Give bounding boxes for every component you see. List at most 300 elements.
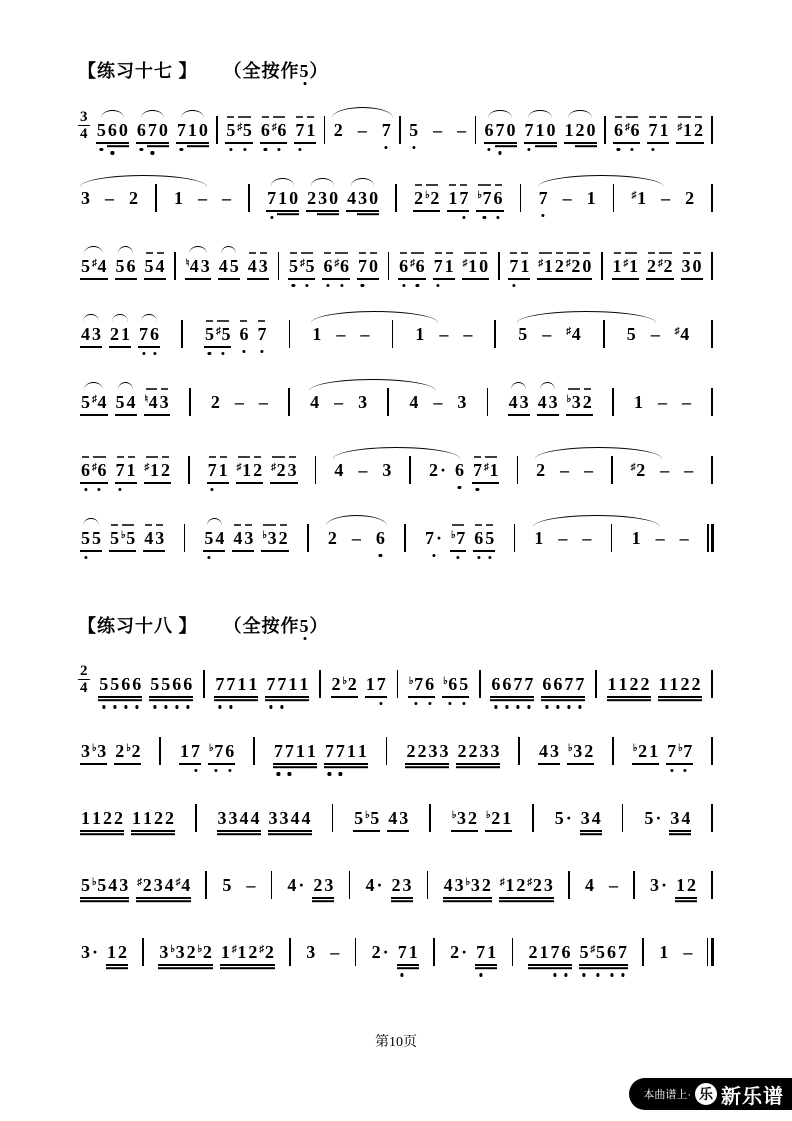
note [98, 675, 109, 695]
note-digit: 7 [564, 674, 574, 695]
note-digit: 2 [253, 460, 263, 481]
note-digit: 1 [520, 256, 530, 277]
note [155, 257, 166, 277]
note-digit: 2 [202, 942, 212, 963]
note-digit: 4 [681, 808, 691, 829]
note-digit: 5 [226, 120, 236, 141]
measure [307, 393, 370, 413]
note-digit: 1 [278, 188, 288, 209]
note [276, 675, 287, 695]
note-digit: – [198, 188, 208, 209]
barline [387, 388, 389, 416]
note [537, 393, 548, 413]
note-digit: 5 [110, 528, 119, 549]
beat-group [676, 121, 704, 141]
note-digit: 2 [331, 674, 341, 695]
note [686, 876, 697, 896]
octave-dot [578, 705, 581, 708]
note-digit: 7 [456, 528, 466, 549]
beat-group [268, 809, 312, 829]
beat-group [217, 809, 261, 829]
beat-group [173, 189, 232, 209]
note [650, 325, 661, 345]
note [305, 121, 316, 141]
note-digit: 3 [454, 875, 464, 896]
note-digit: 3 [306, 942, 316, 963]
note-digit: – [360, 324, 370, 345]
note-digit: – [336, 324, 346, 345]
exercise-18-notation [78, 644, 714, 979]
measure [363, 876, 415, 896]
sharp-icon: ♯ [462, 258, 468, 270]
note [221, 876, 232, 896]
beat-group [256, 325, 267, 345]
note [424, 189, 440, 209]
note-digit: 7 [667, 741, 677, 762]
note-digit: 6 [260, 120, 270, 141]
note [333, 461, 344, 481]
octave-dot [617, 148, 620, 151]
barline [498, 252, 500, 280]
augmentation-dot: · [298, 875, 305, 896]
note-digit: 1 [539, 942, 549, 963]
note-digit: 1 [586, 188, 596, 209]
beat-group [109, 529, 136, 549]
note-digit: 7 [214, 741, 224, 762]
augmentation-dot: · [661, 875, 668, 896]
barline [711, 320, 713, 348]
note [144, 461, 161, 481]
note-digit: 4 [680, 324, 690, 345]
note-digit: 3 [548, 392, 558, 413]
note [632, 742, 648, 762]
time-signature-numerator: 3 [80, 108, 88, 125]
note [643, 809, 662, 829]
note-digit: 1 [535, 120, 545, 141]
note-digit: 5 [288, 256, 298, 277]
beat-group [633, 393, 692, 413]
octave-dot [428, 702, 431, 705]
measure [629, 529, 692, 549]
beat-group [408, 675, 435, 695]
note [526, 876, 543, 896]
barline [611, 524, 613, 552]
note-digit: 3 [228, 808, 238, 829]
note [331, 675, 342, 695]
beat-group [528, 943, 572, 963]
beat-group [454, 461, 465, 481]
measure [533, 461, 596, 481]
note [680, 809, 691, 829]
flat-icon: ♭ [632, 743, 638, 755]
note [120, 675, 131, 695]
note [442, 675, 458, 695]
flat-icon: ♭ [465, 877, 471, 889]
flat-icon: ♭ [126, 743, 131, 755]
barline-thick [711, 524, 714, 552]
octave-dot [288, 772, 291, 775]
note-digit: 5 [144, 256, 154, 277]
note-digit: 6 [607, 942, 617, 963]
note-digit: 7 [472, 460, 482, 481]
exercise-18-header [78, 612, 714, 638]
note [357, 189, 368, 209]
note [486, 943, 497, 963]
barline [520, 184, 522, 212]
note-digit: 1 [121, 324, 130, 345]
barline [475, 116, 477, 144]
note [357, 742, 368, 762]
note [250, 809, 261, 829]
tuning-note-low-5: 5 [299, 616, 310, 636]
note-digit: 1 [676, 875, 686, 896]
note-digit: 1 [629, 256, 639, 277]
note [683, 461, 694, 481]
octave-dot [229, 705, 232, 708]
note [176, 121, 187, 141]
beat-group [612, 257, 640, 277]
note [680, 675, 691, 695]
beat-group [476, 189, 503, 209]
beat-group [232, 529, 254, 549]
note-digit: 0 [158, 120, 168, 141]
measure [78, 742, 143, 762]
barline [633, 871, 635, 899]
note [456, 393, 467, 413]
beat-group [449, 943, 468, 963]
note [608, 876, 619, 896]
note [186, 943, 197, 963]
flat-icon: ♭ [451, 810, 457, 822]
note [623, 257, 640, 277]
note [357, 393, 368, 413]
flat-icon: ♭ [566, 394, 572, 406]
octave-dot [631, 148, 634, 151]
note-digit: 2 [528, 942, 538, 963]
note [301, 809, 312, 829]
note [548, 393, 559, 413]
note-digit: 2 [647, 256, 657, 277]
note-digit: 2 [491, 808, 501, 829]
note-digit: 2 [313, 875, 323, 896]
beat-group [658, 675, 702, 695]
note-digit: 4 [218, 256, 228, 277]
flat-icon: ♭ [92, 743, 97, 755]
octave-dot [527, 148, 530, 151]
barline [349, 871, 351, 899]
octave-dot [113, 705, 116, 708]
note-digit: 1 [502, 808, 512, 829]
note-digit: 2 [450, 942, 460, 963]
note-digit: 0 [369, 188, 379, 209]
note-digit: 1 [143, 808, 152, 829]
beat-group [294, 121, 316, 141]
note [210, 393, 221, 413]
note [80, 461, 91, 481]
note [91, 325, 102, 345]
note [387, 809, 398, 829]
tie-arc [83, 314, 98, 322]
note [335, 325, 346, 345]
note [692, 257, 703, 277]
note [454, 876, 465, 896]
measure [331, 121, 394, 141]
note-digit: 4 [584, 875, 594, 896]
barline [404, 524, 406, 552]
note [583, 461, 594, 481]
exercise-17-notation [78, 89, 714, 565]
note-digit: 2 [333, 120, 343, 141]
note [243, 529, 254, 549]
note [208, 742, 224, 762]
note [220, 943, 231, 963]
note-digit: 6 [375, 528, 385, 549]
barline [142, 938, 144, 966]
note-digit: 1 [634, 392, 644, 413]
note [91, 257, 108, 277]
octave-dot [385, 146, 388, 149]
measure [177, 742, 237, 762]
measure [406, 121, 469, 141]
note [106, 943, 117, 963]
notation-line [78, 361, 714, 429]
barline [711, 388, 713, 416]
octave-dot [462, 216, 465, 219]
augmentation-dot: · [382, 942, 389, 963]
octave-dot [449, 702, 452, 705]
augmentation-dot: · [92, 942, 99, 963]
note [96, 121, 107, 141]
note-digit: 3 [159, 392, 169, 413]
note-digit: – [351, 528, 361, 549]
octave-dot [516, 705, 519, 708]
note [91, 809, 102, 829]
note-digit: 7 [524, 120, 534, 141]
barline [711, 252, 713, 280]
octave-dot [218, 705, 221, 708]
beat-group [538, 189, 597, 209]
note [465, 876, 481, 896]
flat-icon: ♭ [262, 530, 268, 542]
note [462, 325, 473, 345]
note-digit: 3 [681, 256, 691, 277]
note [458, 675, 469, 695]
note-digit: 5 [626, 324, 636, 345]
note [438, 325, 449, 345]
barline [612, 388, 614, 416]
beat-group [218, 257, 240, 277]
octave-dot [142, 352, 145, 355]
note-digit: 1 [306, 120, 316, 141]
note [102, 809, 113, 829]
note [80, 189, 91, 209]
note [107, 876, 118, 896]
note [582, 393, 593, 413]
time-signature [78, 664, 90, 698]
note [462, 257, 479, 277]
note [346, 189, 357, 209]
beat-group [613, 121, 641, 141]
note [128, 189, 139, 209]
note [198, 121, 209, 141]
note [405, 742, 416, 762]
note [175, 876, 192, 896]
note-digit: 5 [81, 528, 90, 549]
note [508, 257, 519, 277]
note-digit: 1 [618, 674, 628, 695]
octave-dot [361, 284, 364, 287]
beat-group [462, 257, 490, 277]
measure [212, 675, 311, 695]
note-digit: 2 [276, 460, 286, 481]
beat-group [643, 809, 662, 829]
measure [325, 529, 388, 549]
note [449, 943, 468, 963]
note-digit: 2 [347, 674, 357, 695]
note [224, 742, 235, 762]
note [323, 876, 334, 896]
note-digit: 7 [414, 674, 424, 695]
octave-dot [260, 350, 263, 353]
brand-name: 新乐谱 [721, 1085, 784, 1108]
octave-dot [264, 148, 267, 151]
barline [494, 320, 496, 348]
barline [711, 871, 713, 899]
note [574, 675, 585, 695]
note-digit: 5 [370, 808, 380, 829]
note-digit: 4 [347, 188, 357, 209]
note [612, 257, 623, 277]
note-digit: 7 [618, 942, 628, 963]
beat-group [473, 529, 495, 549]
measure [624, 325, 693, 345]
note-digit: 1 [237, 942, 247, 963]
notation-line [78, 912, 714, 979]
note-digit: – [655, 528, 665, 549]
note [287, 675, 298, 695]
barline [388, 252, 390, 280]
note [115, 393, 126, 413]
note-digit: 2 [638, 741, 648, 762]
measure [656, 943, 695, 963]
octave-dot [379, 554, 382, 557]
note [467, 742, 478, 762]
note [91, 529, 102, 549]
beat-group [312, 876, 334, 896]
octave-dot [292, 284, 295, 287]
note [290, 809, 301, 829]
beat-group [567, 742, 594, 762]
note-digit: 1 [242, 460, 252, 481]
flat-icon: ♭ [408, 676, 414, 688]
beat-group [203, 529, 225, 549]
sharp-icon: ♯ [527, 877, 533, 889]
octave-dot [556, 705, 559, 708]
beat-group [579, 943, 629, 963]
note-digit: – [584, 460, 594, 481]
sharp-icon: ♯ [566, 326, 572, 338]
beat-group [80, 257, 108, 277]
note [658, 675, 669, 695]
octave-dot [124, 705, 127, 708]
note [523, 675, 534, 695]
note-digit: 6 [448, 674, 458, 695]
beat-group [261, 529, 288, 549]
note-digit: 5 [554, 808, 564, 829]
note [357, 461, 368, 481]
note [214, 675, 225, 695]
beat-group [220, 943, 275, 963]
note-digit: 2 [103, 808, 112, 829]
barline [332, 804, 334, 832]
note [543, 876, 554, 896]
note [221, 189, 232, 209]
beat-group [541, 675, 585, 695]
measure [630, 742, 695, 762]
sharp-icon: ♯ [259, 944, 265, 956]
note-digit: 2 [307, 188, 317, 209]
barline [315, 456, 317, 484]
beat-group [524, 121, 557, 141]
note-digit: 3 [318, 188, 328, 209]
note [115, 461, 126, 481]
note-digit: 1 [218, 460, 228, 481]
octave-dot [479, 973, 482, 976]
note [484, 529, 495, 549]
note [515, 876, 526, 896]
note-digit: 3 [153, 875, 163, 896]
note-digit: 3 [97, 741, 107, 762]
beat-group [333, 121, 392, 141]
note [674, 325, 691, 345]
sharp-icon: ♯ [231, 944, 237, 956]
note [365, 675, 376, 695]
note-digit: 5 [81, 256, 90, 277]
octave-dot [243, 148, 246, 151]
note [80, 742, 91, 762]
note [252, 461, 263, 481]
note [669, 809, 680, 829]
note [190, 742, 201, 762]
note [351, 529, 362, 549]
measure [411, 189, 505, 209]
measure [488, 675, 587, 695]
note-digit: 1 [607, 674, 617, 695]
measure [351, 809, 411, 829]
note [295, 742, 306, 762]
beat-group [80, 876, 129, 896]
note [245, 876, 256, 896]
note-digit: 3 [358, 392, 368, 413]
note [519, 257, 530, 277]
natural-icon: ♮ [144, 394, 149, 406]
barline [307, 524, 309, 552]
augmentation-dot: · [461, 942, 468, 963]
octave-dot [553, 973, 556, 976]
beat-group [485, 809, 512, 829]
note [228, 809, 239, 829]
octave-dot [194, 769, 197, 772]
note [80, 393, 91, 413]
note-digit: 3 [155, 528, 165, 549]
octave-dot [564, 973, 567, 976]
beat-group [365, 675, 387, 695]
octave-dot [140, 148, 143, 151]
note-digit: 1 [174, 188, 184, 209]
note [640, 675, 651, 695]
beat-group [414, 325, 473, 345]
beat-group [408, 393, 467, 413]
